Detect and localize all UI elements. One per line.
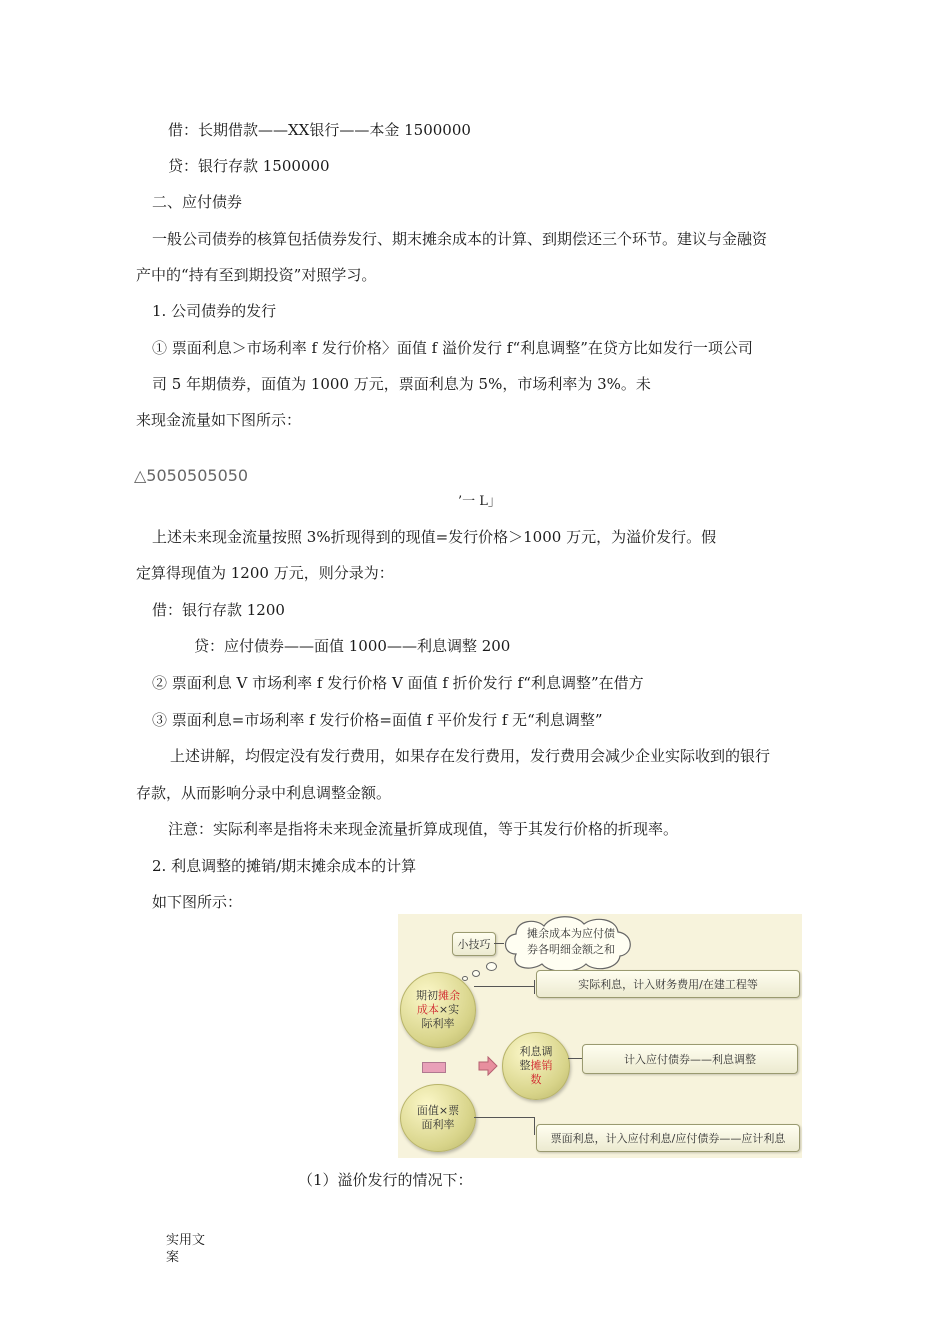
entry-credit-bank: 贷：银行存款 1500000 (168, 157, 330, 175)
circle-text (520, 1059, 553, 1073)
connector-line (568, 1058, 582, 1059)
section-heading-bonds: 二、应付债券 (152, 193, 243, 211)
box-actual-interest: 实际利息，计入财务费用/在建工程等 (536, 970, 800, 998)
thought-bubble (486, 962, 497, 971)
paragraph-line: 来现金流量如下图所示： (136, 411, 302, 429)
minus-icon (422, 1062, 446, 1073)
paragraph-line: 上述未来现金流量按照 3%折现得到的现值=发行价格＞1000 万元，为溢价发行。假 (152, 528, 717, 546)
circle-text: 面利率 (421, 1118, 455, 1131)
circle-text-highlight: 摊销 (530, 1059, 553, 1072)
arrow-right-icon (478, 1056, 498, 1076)
paragraph-line: 如下图所示： (152, 893, 243, 911)
paragraph-line: 司 5 年期债券，面值为 1000 万元，票面利息为 5%，市场利率为 3%。未 (152, 375, 651, 393)
cloud-text-line: 摊余成本为应付债 (527, 927, 615, 940)
paragraph-line: ③ 票面利息=市场利率 f 发行价格=面值 f 平价发行 f 无“利息调整” (152, 711, 603, 729)
circle-opening-amortized-cost (400, 972, 476, 1048)
circle-interest-adjustment (502, 1032, 570, 1100)
subheading-issuance: 1. 公司债券的发行 (152, 302, 277, 320)
thought-bubble (472, 970, 480, 977)
paragraph-line: 上述讲解，均假定没有发行费用，如果存在发行费用，发行费用会减少企业实际收到的银行 (170, 747, 771, 765)
circle-text-part: 整 (519, 1059, 531, 1072)
subheading-premium-case: （1）溢价发行的情况下： (298, 1171, 473, 1189)
circle-text-part: ×实 (438, 1003, 460, 1016)
circle-face-value-coupon (400, 1084, 476, 1152)
circle-text: 利息调 (519, 1045, 553, 1058)
connector-line (534, 1117, 535, 1135)
amortization-diagram (398, 914, 802, 1158)
footer-text: 案 (166, 1250, 180, 1265)
circle-text-part: 期初 (416, 989, 438, 1002)
tip-box: 小技巧 (452, 932, 496, 956)
connector-line (474, 1117, 534, 1118)
entry-credit-bonds: 贷：应付债券——面值 1000——利息调整 200 (194, 637, 511, 655)
paragraph-line: ① 票面利息＞市场利率 f 发行价格〉面值 f 溢价发行 f“利息调整”在贷方比如发行一项公司 (152, 339, 753, 357)
circle-text-highlight: 成本 (416, 1003, 439, 1016)
box-coupon-interest: 票面利息，计入应付利息/应付债券——应计利息 (536, 1124, 800, 1152)
paragraph-line: 存款，从而影响分录中利息调整金额。 (136, 784, 392, 802)
circle-text-highlight: 摊余 (438, 989, 460, 1002)
footer-text: 实用文 (166, 1233, 206, 1248)
cashflow-figure-label: △5050505050 (134, 466, 249, 485)
paragraph-line: 一般公司债券的核算包括债券发行、期末摊余成本的计算、到期偿还三个环节。建议与金融资 (152, 230, 768, 248)
paragraph-line: 产中的“持有至到期投资”对照学习。 (136, 266, 377, 284)
subheading-amortization: 2. 利息调整的摊销/期末摊余成本的计算 (152, 857, 417, 875)
entry-debit-bank: 借：银行存款 1200 (152, 601, 285, 619)
circle-text-highlight: 数 (530, 1073, 542, 1086)
box-interest-adjustment: 计入应付债券——利息调整 (582, 1044, 798, 1074)
cashflow-figure-fragment: ’一 L」 (458, 494, 501, 509)
paragraph-line: 定算得现值为 1200 万元，则分录为： (136, 564, 394, 582)
circle-text: 面值×票 (416, 1104, 460, 1117)
cloud-text (516, 926, 626, 958)
connector-line (474, 986, 534, 987)
cloud-text-line: 券各明细金额之和 (527, 943, 615, 956)
thought-bubble (462, 976, 468, 981)
connector-line (534, 980, 535, 994)
paragraph-line: ② 票面利息 V 市场利率 f 发行价格 V 面值 f 折价发行 f“利息调整”在借方 (152, 674, 644, 692)
circle-text (416, 989, 460, 1003)
circle-text: 际利率 (421, 1017, 455, 1030)
note-line: 注意：实际利率是指将未来现金流量折算成现值，等于其发行价格的折现率。 (168, 820, 679, 838)
circle-text (417, 1003, 459, 1017)
entry-debit-loan: 借：长期借款——XX银行——本金 1500000 (168, 121, 471, 139)
